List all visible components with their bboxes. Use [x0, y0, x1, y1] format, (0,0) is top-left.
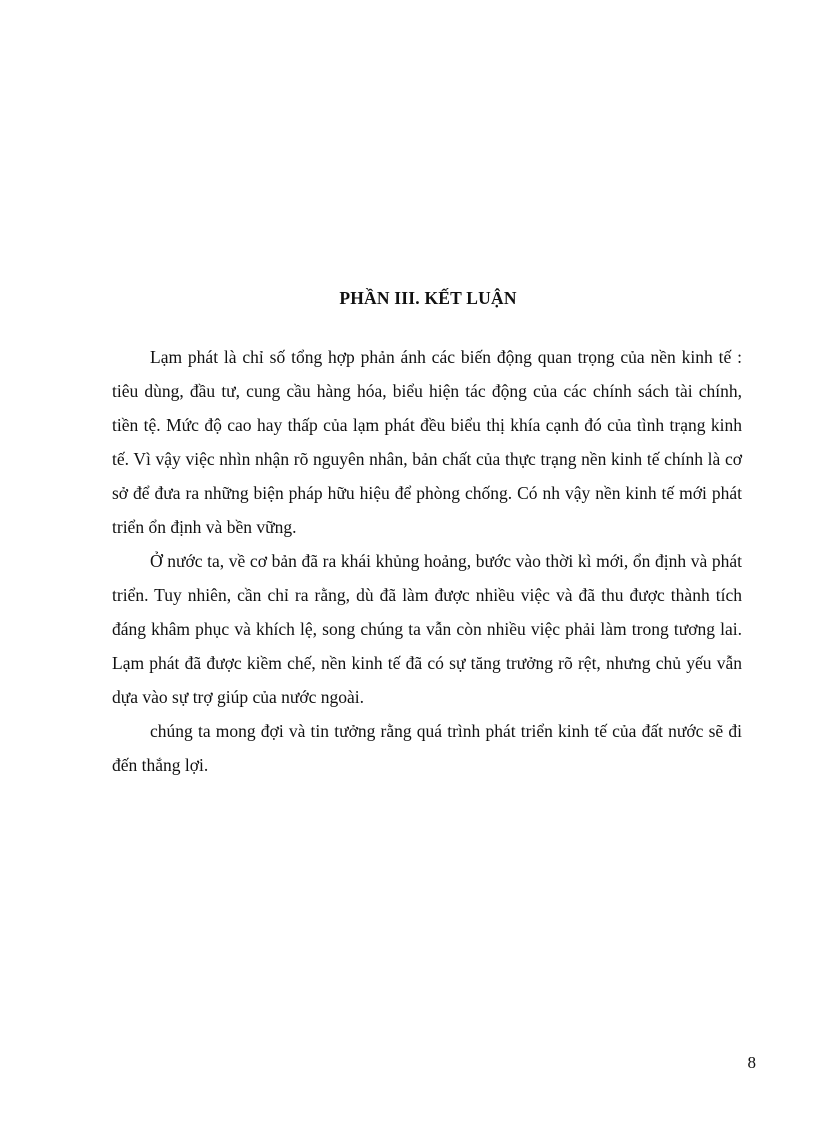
conclusion-body	[112, 340, 742, 782]
paragraph-3: chúng ta mong đợi và tin tưởng rằng quá trình phát triển kinh tế của đất nước sẽ đi đến thắng lợi.	[112, 721, 742, 775]
paragraph-2: Ở nước ta, về cơ bản đã ra khái khủng hoảng, bước vào thời kì mới, ổn định và phát triển. Tuy nhiên, cần chỉ ra rằng, dù đã làm được nhiều việc và đã thu được thành tích đáng khâm phục và khích lệ, song chúng ta vẫn còn nhiều việc phải làm trong tương lai. Lạm phát đã được kiềm chế, nền kinh tế đã có sự tăng trưởng rõ rệt, nhưng chủ yếu vẫn dựa vào sự trợ giúp của nước ngoài.	[112, 551, 742, 707]
page-number: 8	[747, 1053, 756, 1072]
paragraph-1: Lạm phát là chỉ số tổng hợp phản ánh các biến động quan trọng của nền kinh tế : tiêu dùng, đầu tư, cung cầu hàng hóa, biểu hiện tác động của các chính sách tài chính, tiền tệ. Mức độ cao hay thấp của lạm phát đều biểu thị khía cạnh đó của tình trạng kinh tế. Vì vậy việc nhìn nhận rõ nguyên nhân, bản chất của thực trạng nền kinh tế chính là cơ sở để đưa ra những biện pháp hữu hiệu để phòng chống. Có nh vậy nền kinh tế mới phát triển ổn định và bền vững.	[112, 347, 742, 537]
section-title: PHẦN III. KẾT LUẬN	[339, 287, 517, 308]
